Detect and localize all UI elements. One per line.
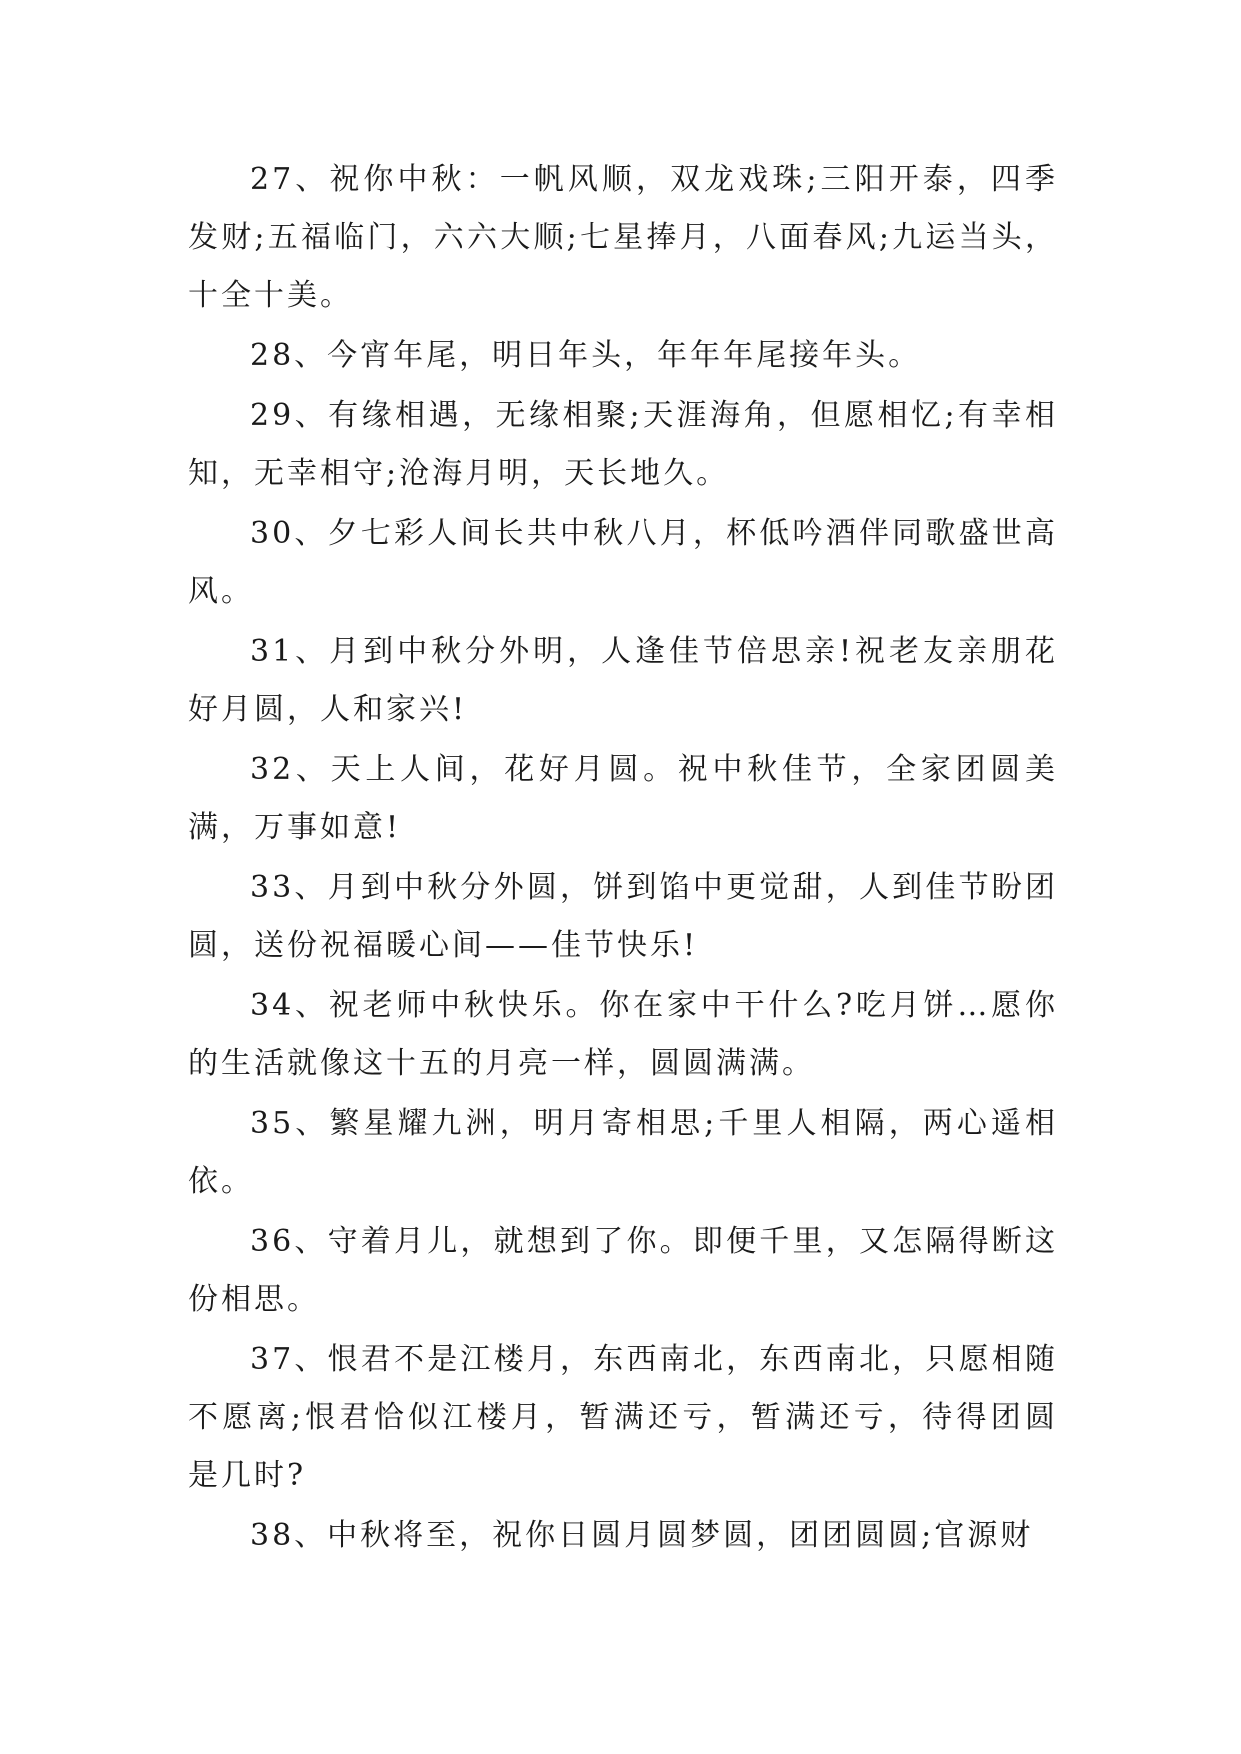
paragraph-32: 32、天上人间，花好月圆。祝中秋佳节，全家团圆美满，万事如意!: [188, 752, 1058, 845]
paragraph-30: 30、夕七彩人间长共中秋八月，杯低吟酒伴同歌盛世高风。: [188, 516, 1058, 609]
paragraph-36: 36、守着月儿，就想到了你。即便千里，又怎隔得断这份相思。: [188, 1224, 1058, 1317]
paragraph-33: 33、月到中秋分外圆，饼到馅中更觉甜，人到佳节盼团圆，送份祝福暖心间——佳节快乐!: [188, 870, 1058, 963]
paragraph-37: 37、恨君不是江楼月，东西南北，东西南北，只愿相随不愿离;恨君恰似江楼月，暂满还亏，暂满还亏，待得团圆是几时?: [188, 1342, 1058, 1493]
paragraph-38: 38、中秋将至，祝你日圆月圆梦圆，团团圆圆;官源财: [250, 1518, 1034, 1553]
paragraph-35: 35、繁星耀九洲，明月寄相思;千里人相隔，两心遥相依。: [188, 1106, 1058, 1199]
paragraph-27: 27、祝你中秋：一帆风顺，双龙戏珠;三阳开泰，四季发财;五福临门，六六大顺;七星捧月，八面春风;九运当头，十全十美。: [188, 162, 1058, 313]
paragraph-31: 31、月到中秋分外明，人逢佳节倍思亲!祝老友亲朋花好月圆，人和家兴!: [188, 634, 1058, 727]
paragraph-34: 34、祝老师中秋快乐。你在家中干什么?吃月饼…愿你的生活就像这十五的月亮一样，圆圆满满。: [188, 988, 1058, 1081]
paragraph-29: 29、有缘相遇，无缘相聚;天涯海角，但愿相忆;有幸相知，无幸相守;沧海月明，天长地久。: [188, 398, 1058, 491]
paragraph-28: 28、今宵年尾，明日年头，年年年尾接年头。: [250, 338, 922, 373]
document-body: [188, 151, 1058, 1567]
